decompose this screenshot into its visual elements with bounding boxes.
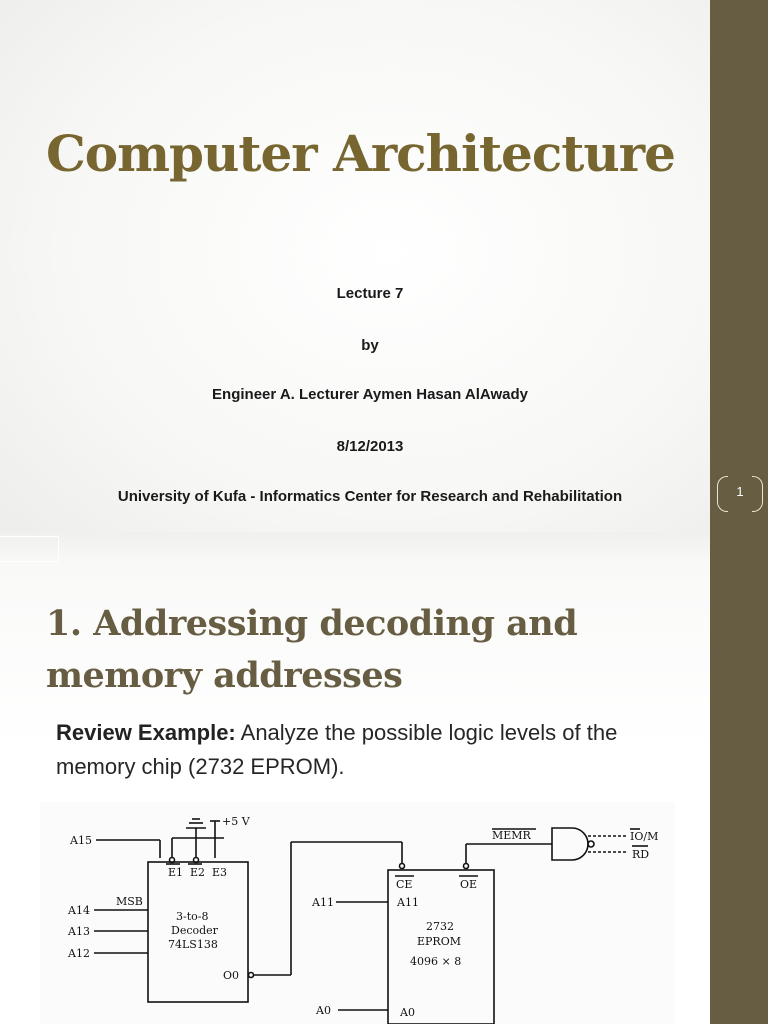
section-heading	[46, 598, 577, 702]
lecture-date: 8/12/2013	[336, 438, 404, 455]
ce-pin: CE	[396, 878, 413, 891]
a14-label: A14	[68, 904, 90, 917]
memr-label: MEMR	[492, 829, 531, 842]
slide-divider	[0, 532, 710, 562]
oe-pin: OE	[460, 878, 478, 891]
nand-gate	[552, 828, 588, 860]
a0-pin: A0	[400, 1006, 415, 1019]
section-heading-line2: memory addresses	[46, 655, 403, 696]
slide-sidebar	[710, 0, 768, 1024]
section-heading-line1: 1. Addressing decoding and	[46, 603, 578, 644]
slide-divider-tab	[0, 536, 59, 562]
o0-pin: O0	[223, 969, 240, 982]
decoder-label-line1: 3-to-8	[176, 910, 209, 923]
decoder-label-line2: Decoder	[171, 924, 218, 937]
circuit-diagram	[40, 802, 675, 1024]
a15-label: A15	[70, 834, 92, 847]
supply-label: +5 V	[222, 815, 250, 828]
eprom-label-line3: 4096 × 8	[410, 955, 462, 968]
a12-label: A12	[68, 947, 90, 960]
author-name: Engineer A. Lecturer Aymen Hasan AlAwady	[212, 386, 528, 403]
lecture-number: Lecture 7	[336, 285, 404, 302]
iom-label: IO/M	[630, 830, 659, 843]
e3-pin: E3	[212, 866, 228, 879]
review-example	[56, 716, 696, 784]
msb-label: MSB	[116, 895, 143, 908]
eprom-label-line1: 2732	[426, 920, 454, 933]
page-number-badge	[717, 476, 763, 510]
a11-pin: A11	[397, 896, 419, 909]
eprom-label-line2: EPROM	[417, 935, 461, 948]
review-text: Analyze the possible logic levels of the memory chip (2732 EPROM).	[56, 720, 618, 779]
a0-input-label: A0	[316, 1004, 331, 1017]
rd-label: RD	[632, 848, 650, 861]
a11-input-label: A11	[312, 896, 334, 909]
a13-label: A13	[68, 925, 90, 938]
e2-pin: E2	[190, 866, 206, 879]
page-number: 1	[736, 484, 744, 499]
by-line: by	[361, 337, 379, 354]
institution-name: University of Kufa - Informatics Center for Research and Rehabilitation	[117, 488, 623, 505]
slide-title: Computer Architecture	[46, 124, 675, 183]
e1-pin: E1	[168, 866, 184, 879]
decoder-label-line3: 74LS138	[168, 938, 218, 951]
review-label: Review Example:	[56, 720, 236, 745]
